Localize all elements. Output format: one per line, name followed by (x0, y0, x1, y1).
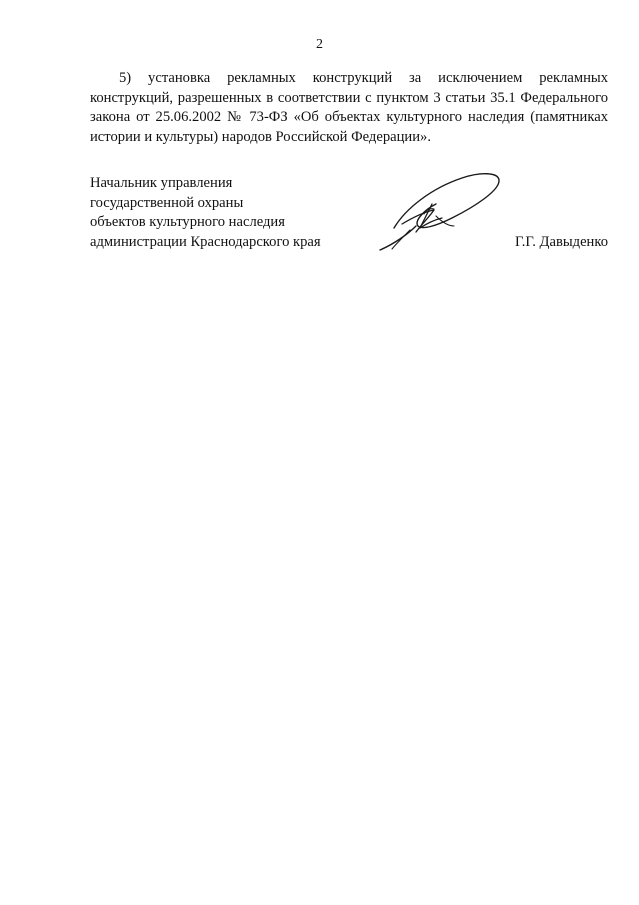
handwritten-signature-icon (372, 166, 504, 256)
signatory-position-line-3: объектов культурного наследия (90, 214, 285, 231)
signatory-name: Г.Г. Давыденко (514, 234, 608, 250)
signatory-position-line-2: государственной охраны (90, 194, 244, 211)
signatory-position-line-4: администрации Краснодарского края (90, 233, 321, 250)
page-number: 2 (316, 37, 323, 52)
signatory-position (90, 174, 321, 252)
body-paragraph-item-5: 5) установка рекламных конструкций за исключением рекламных конструкций, разрешенных в соответствии с пунктом 3 статьи 35.1 Федерального закона от 25.06.2002 № 73-ФЗ «Об объектах культурного наследия (памятниках истории и культуры) народов Российской Федерации». (90, 70, 608, 145)
signatory-position-line-1: Начальник управления (90, 175, 233, 191)
